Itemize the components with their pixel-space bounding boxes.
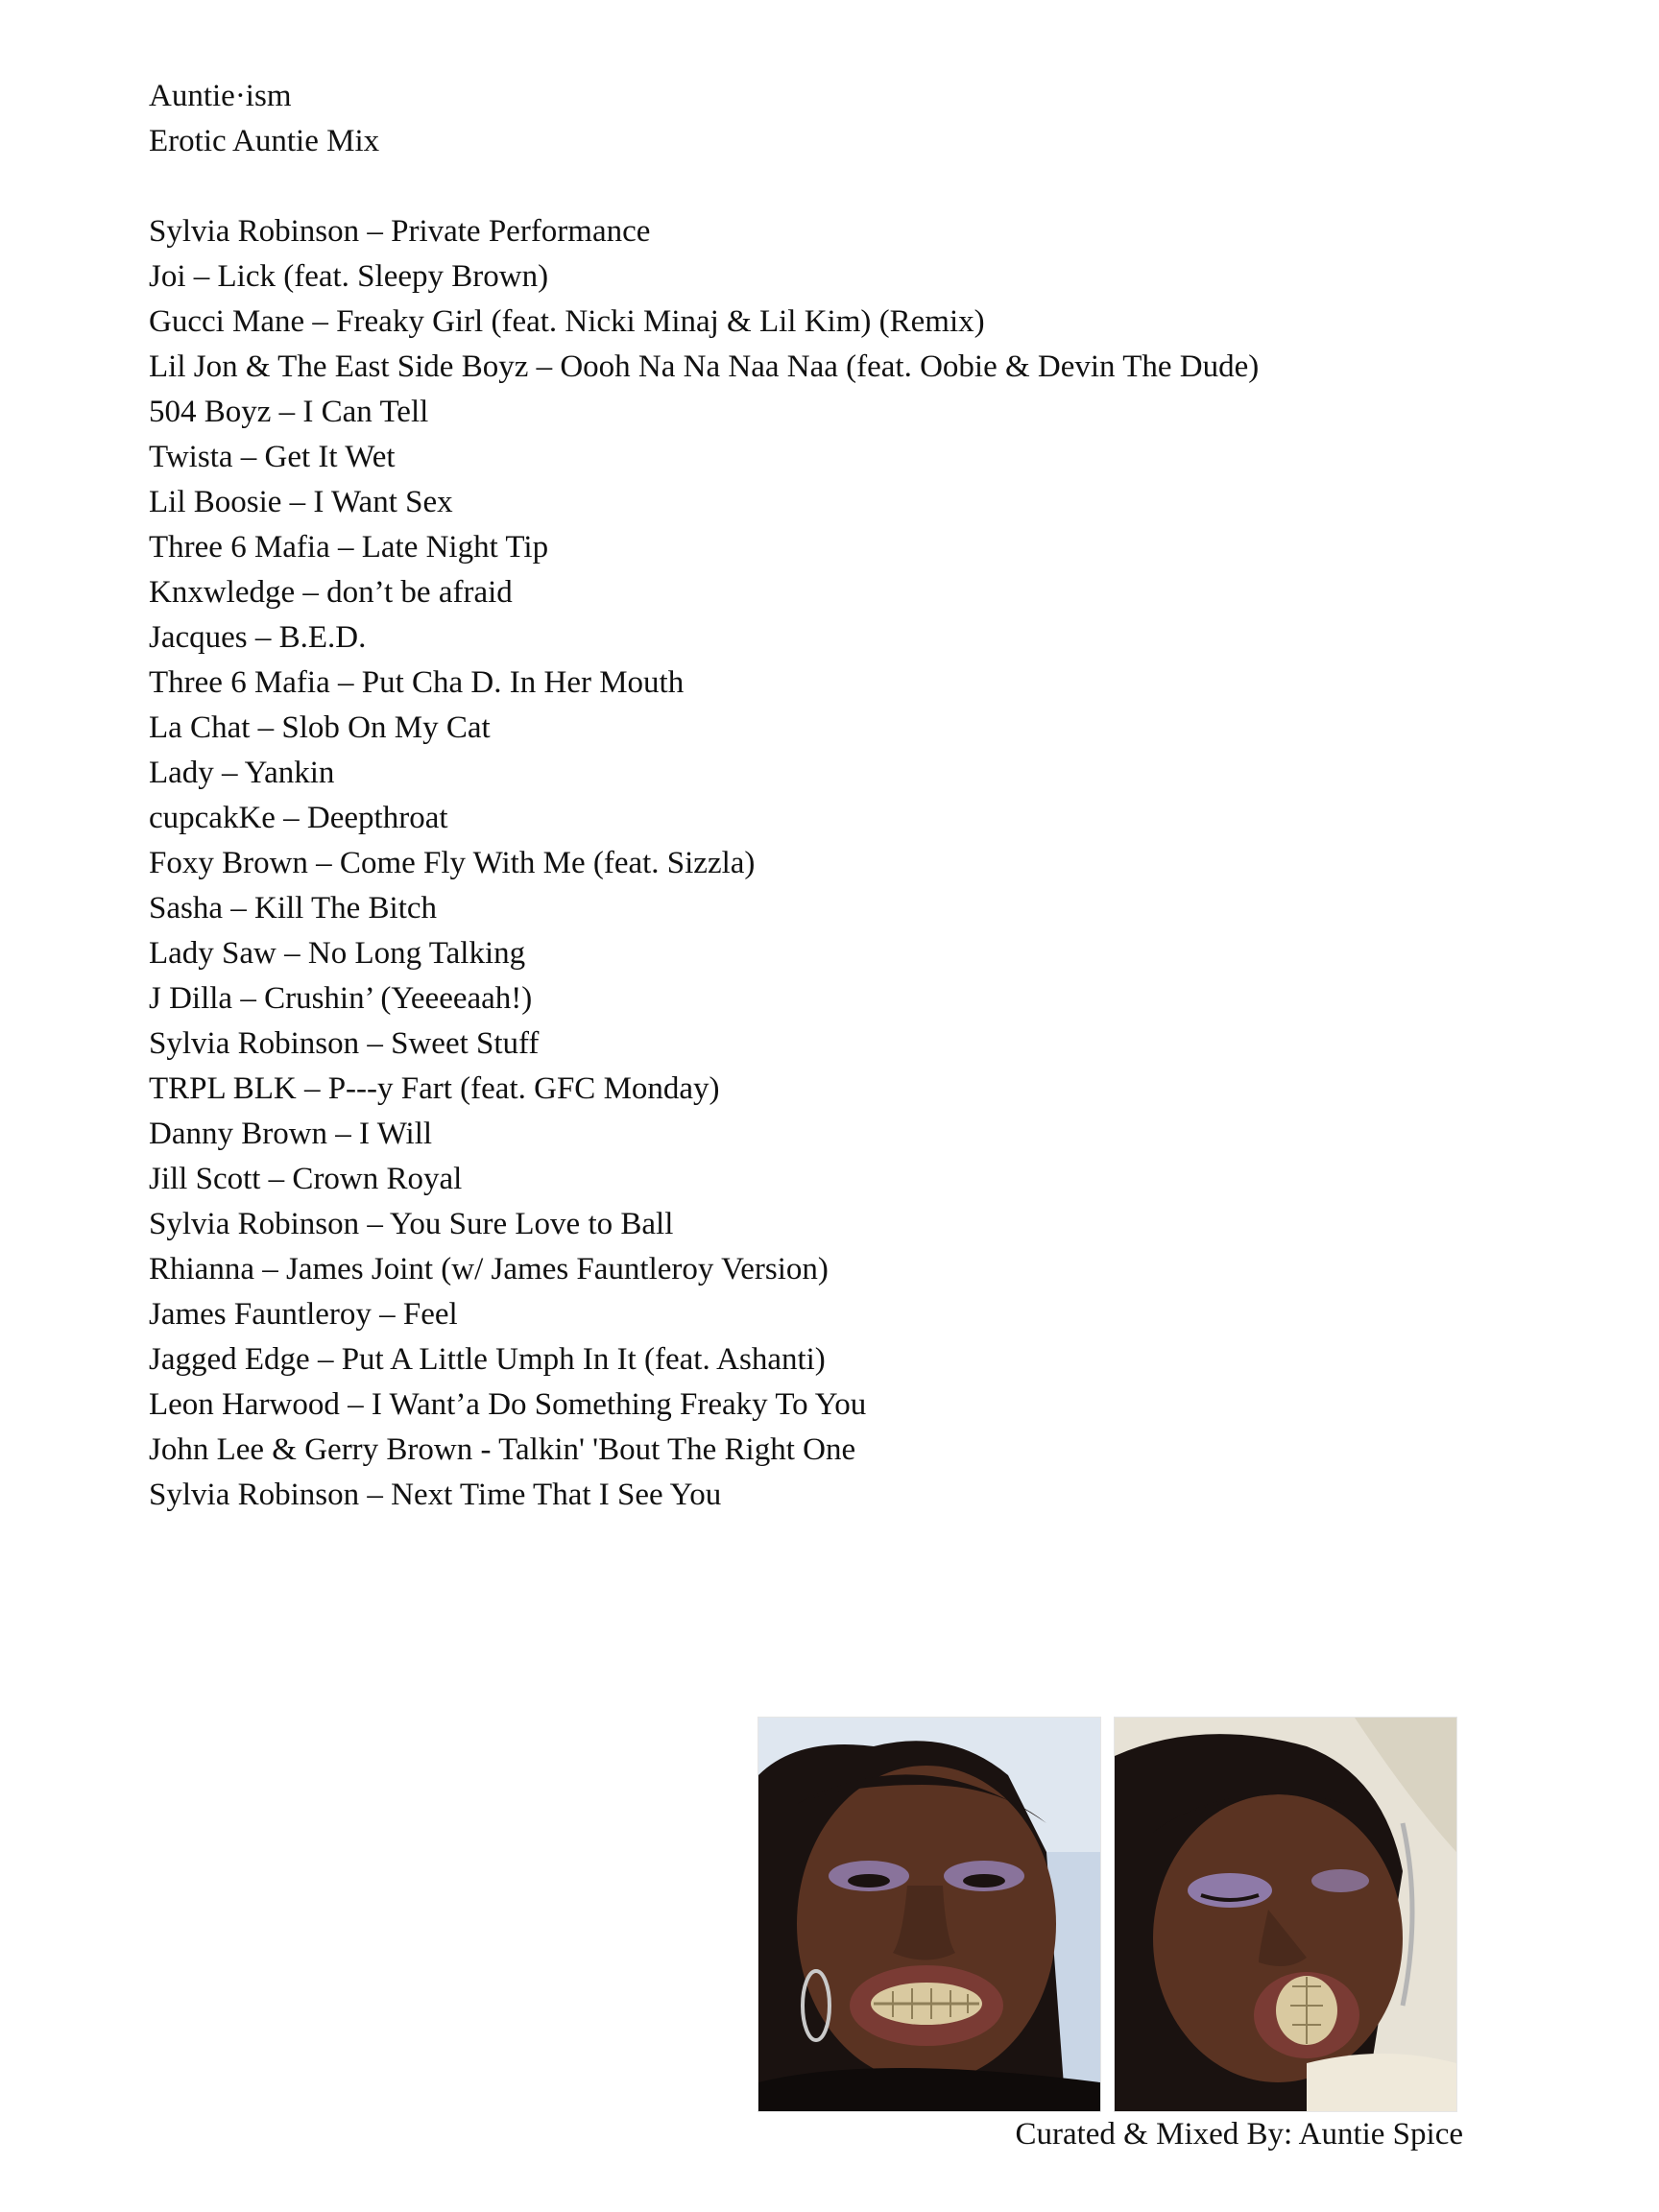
track-item: Rhianna – James Joint (w/ James Fauntleroy Version) xyxy=(149,1252,829,1286)
track-item: Three 6 Mafia – Late Night Tip xyxy=(149,530,549,565)
track-item: Lady – Yankin xyxy=(149,756,335,790)
track-item: cupcakKe – Deepthroat xyxy=(149,801,448,835)
track-item: Jacques – B.E.D. xyxy=(149,620,367,655)
track-item: Twista – Get It Wet xyxy=(149,440,396,474)
track-item: Sylvia Robinson – Sweet Stuff xyxy=(149,1026,540,1061)
track-item: Leon Harwood – I Want’a Do Something Freaky To You xyxy=(149,1387,867,1422)
credit-line: Curated & Mixed By: Auntie Spice xyxy=(1015,2117,1463,2152)
track-item: TRPL BLK – P---y Fart (feat. GFC Monday) xyxy=(149,1071,720,1106)
track-item: John Lee & Gerry Brown - Talkin' 'Bout The Right One xyxy=(149,1432,856,1467)
track-item: J Dilla – Crushin’ (Yeeeeaah!) xyxy=(149,981,533,1016)
track-item: Lil Boosie – I Want Sex xyxy=(149,485,453,519)
tracklist xyxy=(149,209,1259,1518)
track-item: Jill Scott – Crown Royal xyxy=(149,1162,463,1196)
track-item: Sylvia Robinson – Next Time That I See You xyxy=(149,1478,722,1512)
track-item: Joi – Lick (feat. Sleepy Brown) xyxy=(149,259,549,294)
portrait-illustration xyxy=(758,1718,1100,2111)
track-item: Three 6 Mafia – Put Cha D. In Her Mouth xyxy=(149,665,685,700)
track-item: Sasha – Kill The Bitch xyxy=(149,891,438,926)
track-item: Danny Brown – I Will xyxy=(149,1117,433,1151)
portrait-illustration xyxy=(1115,1718,1456,2111)
brand-title: Auntie·ism xyxy=(149,79,292,113)
track-item: Jagged Edge – Put A Little Umph In It (feat. Ashanti) xyxy=(149,1342,826,1377)
track-item: 504 Boyz – I Can Tell xyxy=(149,395,429,429)
track-item: Foxy Brown – Come Fly With Me (feat. Sizzla) xyxy=(149,846,756,880)
track-item: Sylvia Robinson – You Sure Love to Ball xyxy=(149,1207,674,1241)
track-item: Sylvia Robinson – Private Performance xyxy=(149,214,651,249)
track-item: James Fauntleroy – Feel xyxy=(149,1297,458,1332)
track-item: Lil Jon & The East Side Boyz – Oooh Na Na Naa Naa (feat. Oobie & Devin The Dude) xyxy=(149,349,1260,384)
track-item: Lady Saw – No Long Talking xyxy=(149,936,526,971)
cover-photo-right xyxy=(1114,1717,1457,2112)
track-item: Knxwledge – don’t be afraid xyxy=(149,575,513,610)
track-item: Gucci Mane – Freaky Girl (feat. Nicki Minaj & Lil Kim) (Remix) xyxy=(149,304,985,339)
mix-title: Erotic Auntie Mix xyxy=(149,124,380,158)
track-item: La Chat – Slob On My Cat xyxy=(149,710,491,745)
cover-photo-left xyxy=(757,1717,1101,2112)
